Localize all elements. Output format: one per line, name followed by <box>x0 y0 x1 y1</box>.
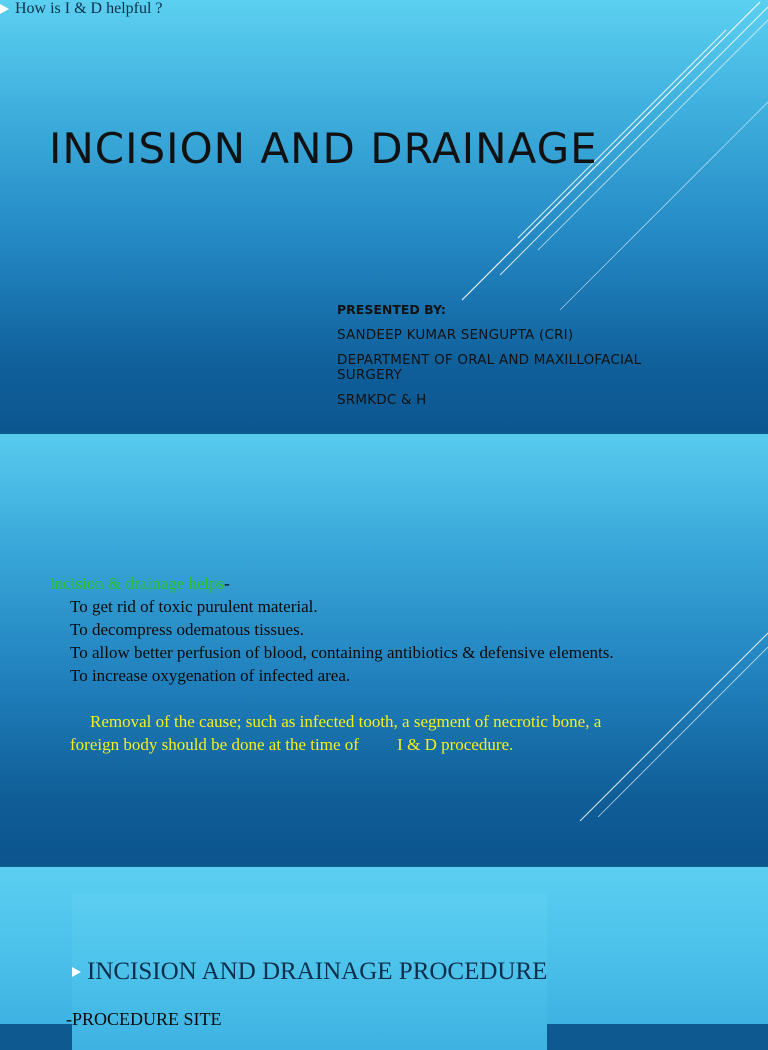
point-2: To decompress odematous tissues. <box>70 620 304 639</box>
point-3: To allow better perfusion of blood, containing antibiotics & defensive elements. <box>70 643 614 662</box>
title-slide <box>0 0 768 432</box>
slide-2-heading <box>0 0 163 18</box>
bullet-triangle-icon <box>72 967 81 977</box>
procedure-site-label: -PROCEDURE SITE <box>66 1009 222 1029</box>
point-4: To increase oxygenation of infected area. <box>70 666 351 685</box>
institution-name: SRMKDC & H <box>337 392 427 408</box>
deco-line-2 <box>598 647 768 817</box>
intro-text: Incision & drainage helps <box>49 574 225 593</box>
slide-2-heading-text: How is I & D helpful ? <box>15 0 163 17</box>
department-name: DEPARTMENT OF ORAL AND MAXILLOFACIAL SURGERY <box>337 352 642 383</box>
note-line-1: Removal of the cause; such as infected tooth, a segment of necrotic bone, a <box>90 712 602 731</box>
bullet-triangle-icon <box>0 4 9 14</box>
note-line-2: foreign body should be done at the time of I & D procedure. <box>70 735 514 754</box>
point-1: To get rid of toxic purulent material. <box>70 597 318 616</box>
slide-3-heading-text: INCISION AND DRAINAGE PROCEDURE <box>87 957 548 985</box>
presenter-name: SANDEEP KUMAR SENGUPTA (CRI) <box>337 327 574 343</box>
presented-by-label: PRESENTED BY: <box>337 302 446 317</box>
slide-title: INCISION AND DRAINAGE <box>49 124 598 173</box>
intro-line <box>49 572 230 595</box>
presenter-block <box>337 302 682 418</box>
intro-dash: - <box>224 574 230 593</box>
